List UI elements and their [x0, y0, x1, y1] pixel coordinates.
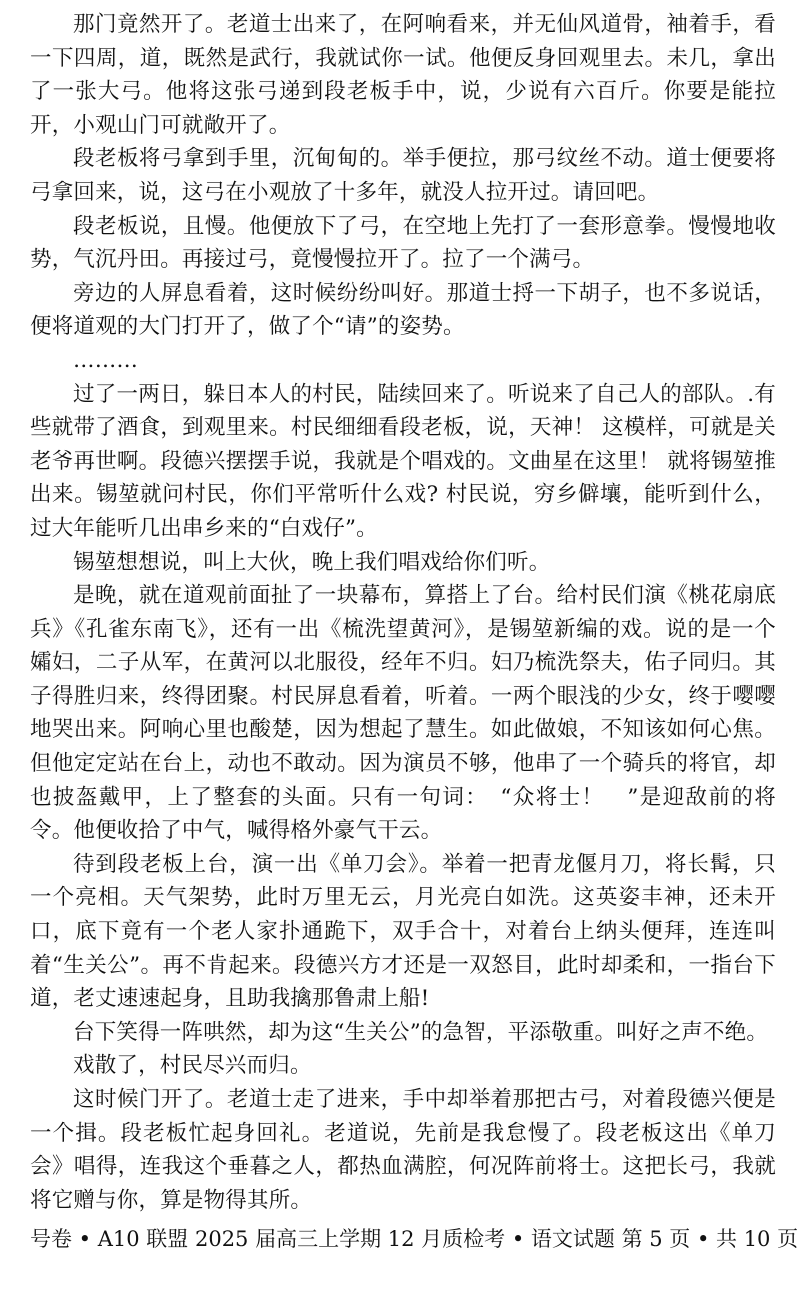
- paragraph: 旁边的人屏息看着，这时候纷纷叫好。那道士捋一下胡子，也不多说话，便将道观的大门打开了，做了个“请”的姿势。: [30, 280, 776, 340]
- paragraph: 待到段老板上台，演一出《单刀会》。举着一把青龙偃月刀，将长髯，只一个亮相。天气架势，此时万里无云，月光亮白如洗。这英姿丰神，还未开口，底下竟有一个老人家扑通跪下，双手合十，对着台上纳头便拜，连连叫着“生关公”。再不肯起来。段德兴方才还是一双怒目，此时却柔和，一指台下道，老丈速速起身，且助我擒那鲁肃上船!: [30, 851, 776, 1012]
- paragraph: 这时候门开了。老道士走了进来，手中却举着那把古弓，对着段德兴便是一个揖。段老板忙起身回礼。老道说，先前是我怠慢了。段老板这出《单刀会》唱得，连我这个垂暮之人，都热血满腔，何况阵前将士。这把长弓，我就将它赠与你，算是物得其所。: [30, 1087, 776, 1213]
- paragraph: 段老板将弓拿到手里，沉甸甸的。举手便拉，那弓纹丝不动。道士便要将弓拿回来，说，这弓在小观放了十多年，就没人拉开过。请回吧。: [30, 146, 776, 205]
- article-body: [30, 8, 776, 1217]
- section-break: ………: [73, 347, 139, 373]
- paragraph: 锡堃想想说，叫上大伙，晚上我们唱戏给你们听。: [73, 549, 551, 575]
- paragraph: 那门竟然开了。老道士出来了，在阿响看来，并无仙风道骨，袖着手，看一下四周，道，既然是武行，我就试你一试。他便反身回观里去。未几，拿出了一张大弓。他将这张弓递到段老板手中，说，少说有六百斤。你要是能拉开，小观山门可就敞开了。: [30, 12, 776, 138]
- paragraph: 段老板说，且慢。他便放下了弓，在空地上先打了一套形意拳。慢慢地收势，气沉丹田。再接过弓，竟慢慢拉开了。拉了一个满弓。: [30, 213, 776, 273]
- paragraph: 台下笑得一阵哄然，却为这“生关公”的急智，平添敬重。叫好之声不绝。: [73, 1019, 769, 1045]
- paragraph: 戏散了，村民尽兴而归。: [73, 1053, 312, 1079]
- paragraph: 过了一两日，躲日本人的村民，陆续回来了。听说来了自己人的部队。.有些就带了酒食，到观里来。村民细细看段老板，说，天神！ 这模样，可就是关老爷再世啊。段德兴摆摆手说，我就是个唱戏的。文曲星在这里！ 就将锡堃推出来。锡堃就问村民，你们平常听什么戏? 村民说，穷乡僻壤，能听到什么，过大年能听几出串乡来的“白戏仔”。: [30, 381, 776, 541]
- page-footer: 号卷 • A10 联盟 2025 届高三上学期 12 月质检考 • 语文试题 第 5 页 • 共 10 页: [30, 1227, 799, 1251]
- paragraph: 是晚，就在道观前面扯了一块幕布，算搭上了台。给村民们演《桃花扇底兵》《孔雀东南飞》，还有一出《梳洗望黄河》，是锡堃新编的戏。说的是一个孀妇，二子从军，在黄河以北服役，经年不归。妇乃梳洗祭夫，佑子同归。其子得胜归来，终得团聚。村民屏息看着，听着。一两个眼浅的少女，终于嘤嘤地哭出来。阿响心里也酸楚，因为想起了慧生。如此做娘，不知该如何心焦。但他定定站在台上，动也不敢动。因为演员不够，他串了一个骑兵的将官，却也披盔戴甲，上了整套的头面。只有一句词： “众将士！ ”是迎敌前的将令。他便收拾了中气，喊得格外豪气干云。: [30, 583, 776, 844]
